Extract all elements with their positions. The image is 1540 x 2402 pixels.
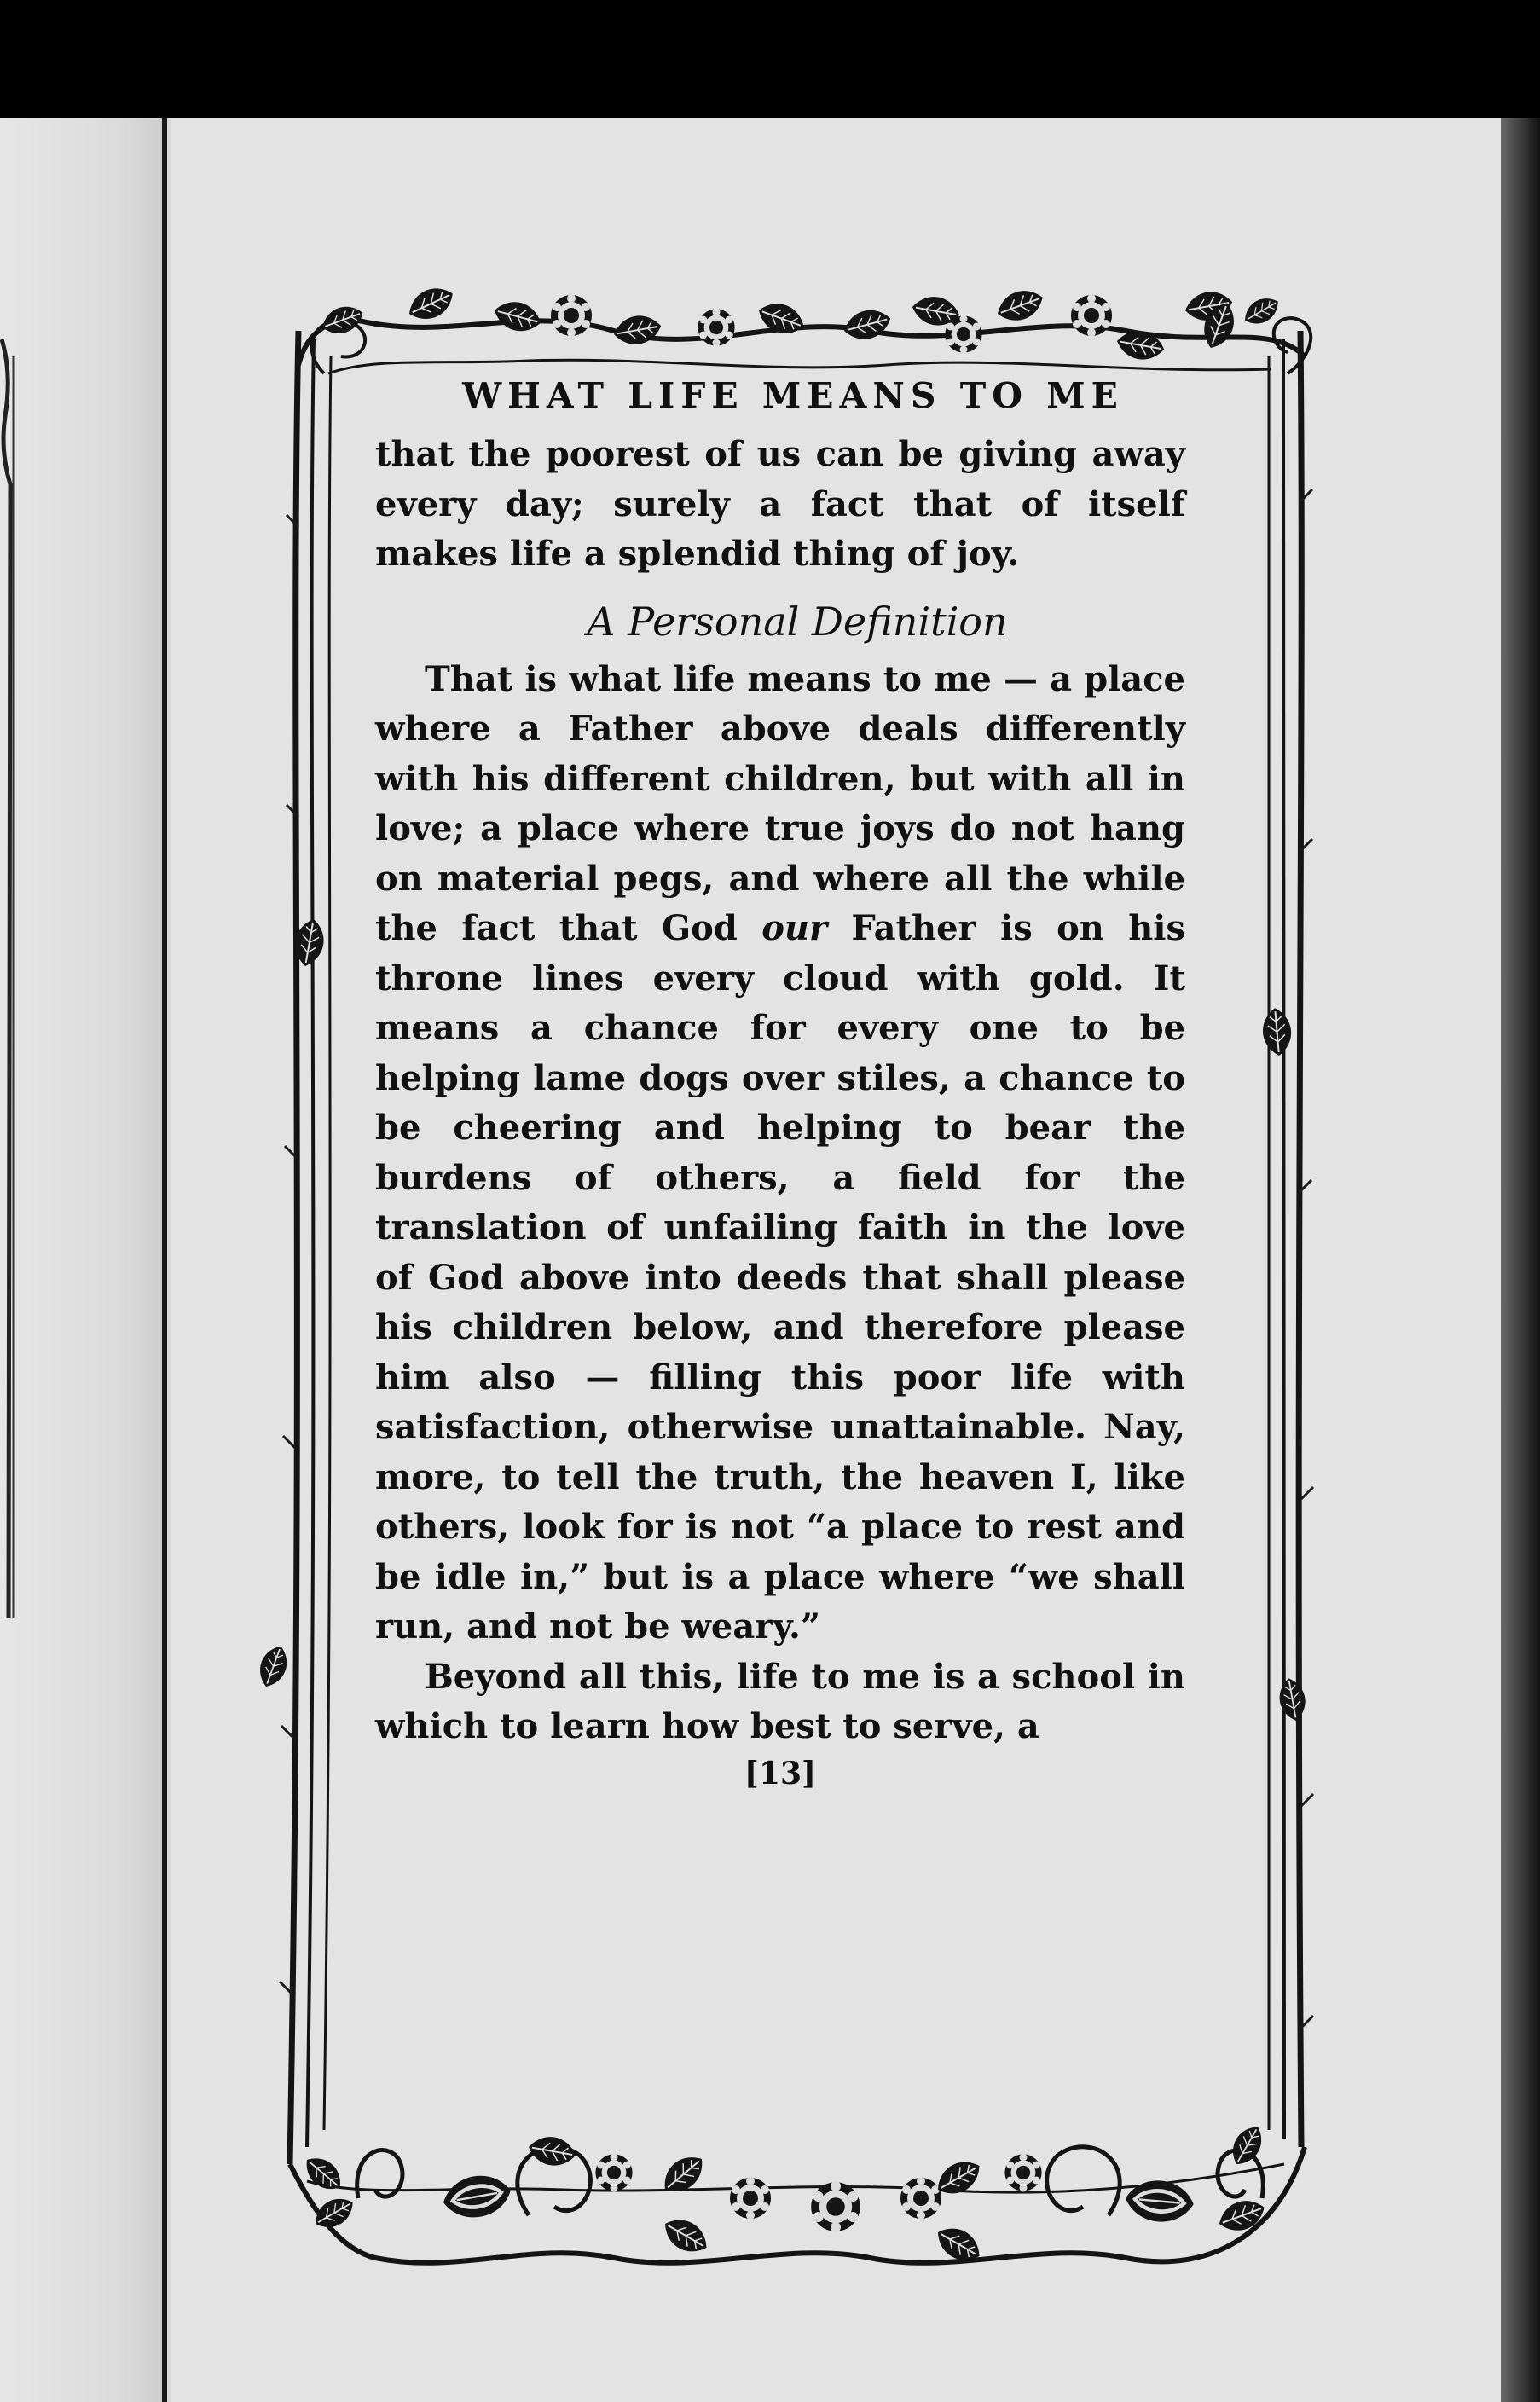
facing-page-edge bbox=[0, 118, 167, 2402]
running-head: WHAT LIFE MEANS TO ME bbox=[462, 375, 1124, 416]
emphasized-word: our bbox=[761, 908, 828, 948]
paragraph-beyond: Beyond all this, life to me is a school in which to learn how best to serve, a bbox=[375, 1656, 1185, 1746]
paragraph-definition bbox=[375, 655, 1185, 1652]
page-text-block bbox=[375, 375, 1185, 1791]
paragraph-text-run: Father is on his throne lines every cloud with gold. It means a chance for every one to be helping lame dogs over stiles, a chance to be cheering and helping to bear the burdens of others, a field for the translation of unfailing faith in the love of God above into deeds that shall please his children below, and therefore please him also — filling this poor life with satisfaction, otherwise unattainable. Nay, more, to tell the truth, the heaven I, like others, look for is not “a place to rest and be idle in,” but is a place where “we shall run, and not be weary.” bbox=[375, 908, 1185, 1647]
page-number: [13] bbox=[744, 1755, 817, 1791]
facing-page-ornament-fragment bbox=[0, 339, 19, 1618]
section-title: A Personal Definition bbox=[587, 598, 1008, 645]
paragraph-continued: that the poorest of us can be giving away every day; surely a fact that of itself makes life a splendid thing of joy. bbox=[375, 434, 1185, 574]
paragraph-text-run: That is what life means to me — a place where a Father above deals differently with his different children, but with all in love; a place where true joys do not hang on material pegs, and where all the while the fact that God bbox=[375, 658, 1185, 948]
binding-shadow bbox=[1501, 118, 1540, 2402]
